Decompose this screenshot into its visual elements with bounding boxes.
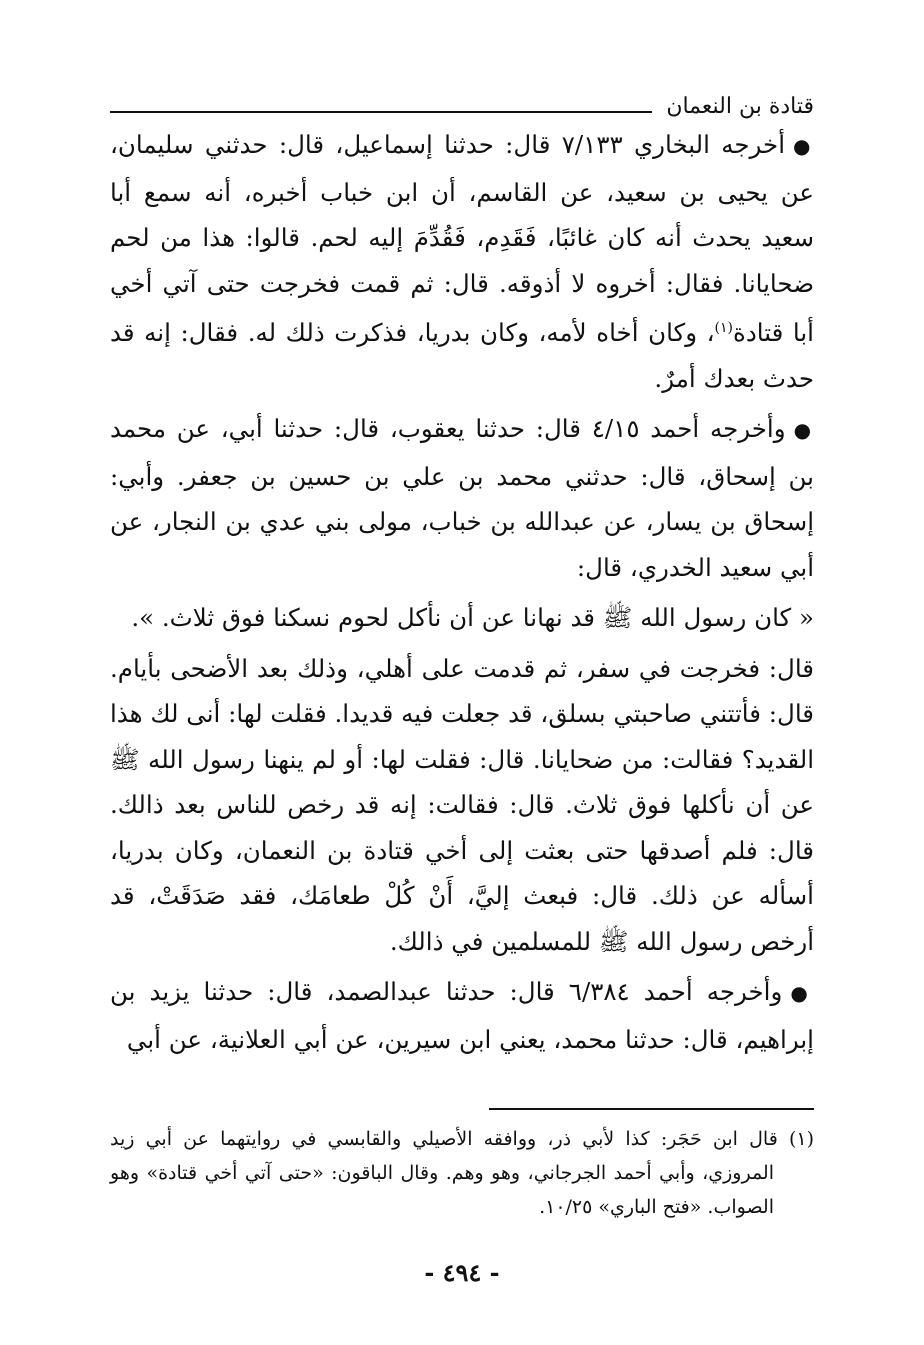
paragraph-text: قال: فخرجت في سفر، ثم قدمت على أهلي، وذلك بعد الأضحى بأيام. قال: فأتتني صاحبتي بسلق، قد جعلت فيه قديدا. فقلت لها: أنى لك هذا القديد؟ فقالت: من ضحايانا. قال: فقلت لها: أو لم ينهنا رسول الله ﷺ عن أن نأكلها فوق ثلاث. قال: فقالت: إنه قد رخص للناس بعد ذالك. قال: فلم أصدقها حتى بعثت إلى أخي قتادة بن النعمان، وكان بدريا، أسأله عن ذلك. قال: فبعث إليَّ، أَنْ كُلْ طعامَك، فقد صَدَقَتْ، قد أرخص رسول الله ﷺ للمسلمين في ذالك.: [110, 653, 814, 956]
hadith-quote: « كان رسول الله ﷺ قد نهانا عن أن نأكل لحوم نسكنا فوق ثلاث. ».: [131, 603, 814, 633]
footnote-1: [110, 1122, 814, 1224]
page-number: - ٤٩٤ -: [424, 1258, 500, 1287]
footnote-reference[interactable]: (١): [714, 320, 733, 336]
paragraph-5: [110, 969, 814, 1062]
bullet-icon: ●: [793, 134, 815, 158]
bullet-icon: ●: [790, 981, 814, 1006]
paragraph-3: [110, 595, 814, 641]
footnote-text: قال ابن حَجَر: كذا لأبي ذر، ووافقه الأصيلي والقابسي في روايتهما عن أبي زيد المروزي، وأبي أحمد الجرجاني، وهو وهم. وقال الباقون: «حتى آتي أخي قتادة» وهو الصواب. «فتح الباري» ١٠/٢٥.: [110, 1128, 778, 1218]
header-rule: [110, 111, 652, 113]
paragraph-4: [110, 646, 814, 965]
bullet-icon: ●: [793, 418, 814, 443]
running-header: [110, 82, 814, 122]
paragraph-2: [110, 406, 814, 590]
footnotes: [110, 1122, 814, 1224]
main-text: [110, 122, 814, 1067]
paragraph-text: أخرجه البخاري ٧/١٣٣ قال: حدثنا إسماعيل، قال: حدثني سليمان، عن يحيى بن سعيد، عن القاسم، أن ابن خباب أخبره، أنه سمع أبا سعيد يحدث أنه كان غائبًا، فَقَدِم، فَقُدِّمَ إليه لحم. قالوا: هذا من لحم ضحايانا. فقال: أخروه لا أذوقه. قال: ثم قمت فخرجت حتى آتي أخي أبا قتادة: [110, 130, 814, 348]
paragraph-text: وأخرجه أحمد ٦/٣٨٤ قال: حدثنا عبدالصمد، قال: حدثنا يزيد بن إبراهيم، قال: حدثنا محمد، يعني ابن سيرين، عن أبي العلانية، عن أبي: [110, 977, 814, 1054]
footnote-marker: (١): [788, 1128, 815, 1150]
header-title: قتادة بن النعمان: [666, 94, 814, 119]
paragraph-text: وأخرجه أحمد ٤/١٥ قال: حدثنا يعقوب، قال: حدثنا أبي، عن محمد بن إسحاق، قال: حدثني محمد بن علي بن حسين بن جعفر. وأبي: إسحاق بن يسار، عن عبدالله بن خباب، مولى بني عدي بن النجار، عن أبي سعيد الخدري، قال:: [110, 414, 814, 582]
footnote-divider: [489, 1108, 814, 1110]
paragraph-1: [110, 122, 814, 401]
paragraph-text: ، وكان أخاه لأمه، وكان بدريا، فذكرت ذلك له. فقال: إنه قد حدث بعدك أمرٌ.: [110, 318, 814, 393]
